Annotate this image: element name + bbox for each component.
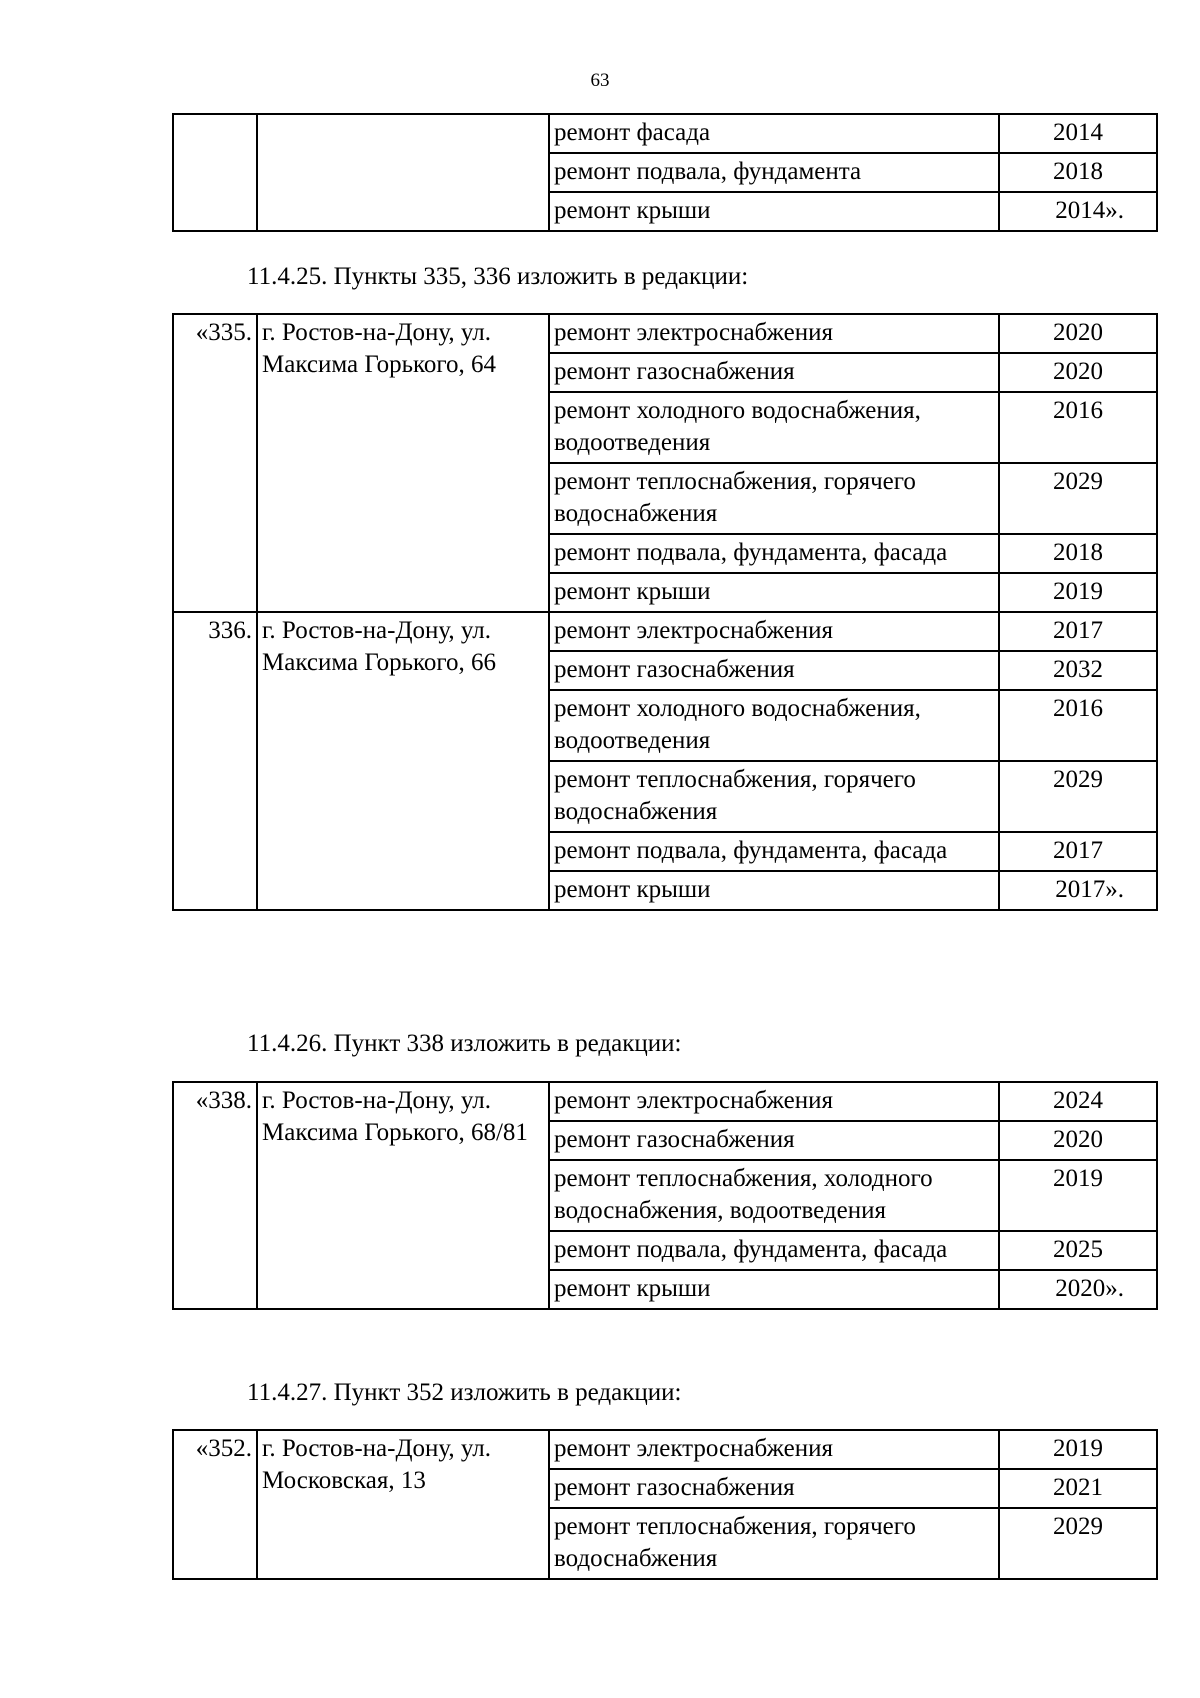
work-type-cell: ремонт крыши <box>549 192 999 231</box>
year-cell: 2029 <box>999 761 1157 832</box>
work-type-cell: ремонт крыши <box>549 871 999 910</box>
year-cell: 2024 <box>999 1082 1157 1121</box>
year-cell: 2025 <box>999 1231 1157 1270</box>
item-number-cell: 336. <box>173 612 257 910</box>
year-cell: 2017 <box>999 612 1157 651</box>
work-type-cell: ремонт электроснабжения <box>549 612 999 651</box>
year-cell: 2017 <box>999 832 1157 871</box>
year-cell: 2018 <box>999 153 1157 192</box>
work-type-cell: ремонт крыши <box>549 573 999 612</box>
work-type-cell: ремонт теплоснабжения, горячего водоснабжения <box>549 1508 999 1579</box>
repair-table-338 <box>172 1081 1158 1310</box>
work-type-cell: ремонт подвала, фундамента <box>549 153 999 192</box>
repair-table-352 <box>172 1429 1158 1580</box>
address-cell <box>257 114 549 231</box>
amendment-paragraph: 11.4.27. Пункт 352 изложить в редакции: <box>247 1379 682 1406</box>
work-type-cell: ремонт подвала, фундамента, фасада <box>549 1231 999 1270</box>
year-cell: 2020 <box>999 314 1157 353</box>
work-type-cell: ремонт крыши <box>549 1270 999 1309</box>
work-type-cell: ремонт электроснабжения <box>549 1082 999 1121</box>
work-type-cell: ремонт газоснабжения <box>549 651 999 690</box>
repair-table-335-336 <box>172 313 1158 911</box>
address-cell: г. Ростов-на-Дону, ул. Максима Горького, 64 <box>257 314 549 612</box>
table-row <box>173 1430 1157 1469</box>
item-number-cell: «335. <box>173 314 257 612</box>
year-cell: 2016 <box>999 690 1157 761</box>
work-type-cell: ремонт подвала, фундамента, фасада <box>549 534 999 573</box>
year-cell: 2020». <box>999 1270 1157 1309</box>
table-row <box>173 612 1157 651</box>
year-cell: 2019 <box>999 1160 1157 1231</box>
work-type-cell: ремонт электроснабжения <box>549 314 999 353</box>
year-cell: 2016 <box>999 392 1157 463</box>
page-number: 63 <box>590 70 610 91</box>
year-cell: 2017». <box>999 871 1157 910</box>
work-type-cell: ремонт газоснабжения <box>549 1121 999 1160</box>
year-cell: 2029 <box>999 1508 1157 1579</box>
table-row <box>173 114 1157 153</box>
work-type-cell: ремонт газоснабжения <box>549 353 999 392</box>
work-type-cell: ремонт электроснабжения <box>549 1430 999 1469</box>
amendment-paragraph: 11.4.26. Пункт 338 изложить в редакции: <box>247 1030 682 1057</box>
item-number-cell <box>173 114 257 231</box>
table-row <box>173 314 1157 353</box>
year-cell: 2018 <box>999 534 1157 573</box>
year-cell: 2019 <box>999 573 1157 612</box>
year-cell: 2014». <box>999 192 1157 231</box>
year-cell: 2014 <box>999 114 1157 153</box>
work-type-cell: ремонт подвала, фундамента, фасада <box>549 832 999 871</box>
year-cell: 2021 <box>999 1469 1157 1508</box>
work-type-cell: ремонт теплоснабжения, горячего водоснабжения <box>549 761 999 832</box>
year-cell: 2029 <box>999 463 1157 534</box>
address-cell: г. Ростов-на-Дону, ул. Московская, 13 <box>257 1430 549 1579</box>
year-cell: 2032 <box>999 651 1157 690</box>
table-row <box>173 1082 1157 1121</box>
work-type-cell: ремонт газоснабжения <box>549 1469 999 1508</box>
work-type-cell: ремонт холодного водоснабжения, водоотведения <box>549 392 999 463</box>
work-type-cell: ремонт теплоснабжения, горячего водоснабжения <box>549 463 999 534</box>
year-cell: 2020 <box>999 353 1157 392</box>
address-cell: г. Ростов-на-Дону, ул. Максима Горького, 66 <box>257 612 549 910</box>
work-type-cell: ремонт холодного водоснабжения, водоотведения <box>549 690 999 761</box>
repair-table-continuation <box>172 113 1158 232</box>
item-number-cell: «338. <box>173 1082 257 1309</box>
work-type-cell: ремонт теплоснабжения, холодного водоснабжения, водоотведения <box>549 1160 999 1231</box>
year-cell: 2019 <box>999 1430 1157 1469</box>
item-number-cell: «352. <box>173 1430 257 1579</box>
amendment-paragraph: 11.4.25. Пункты 335, 336 изложить в редакции: <box>247 263 749 290</box>
year-cell: 2020 <box>999 1121 1157 1160</box>
work-type-cell: ремонт фасада <box>549 114 999 153</box>
address-cell: г. Ростов-на-Дону, ул. Максима Горького, 68/81 <box>257 1082 549 1309</box>
